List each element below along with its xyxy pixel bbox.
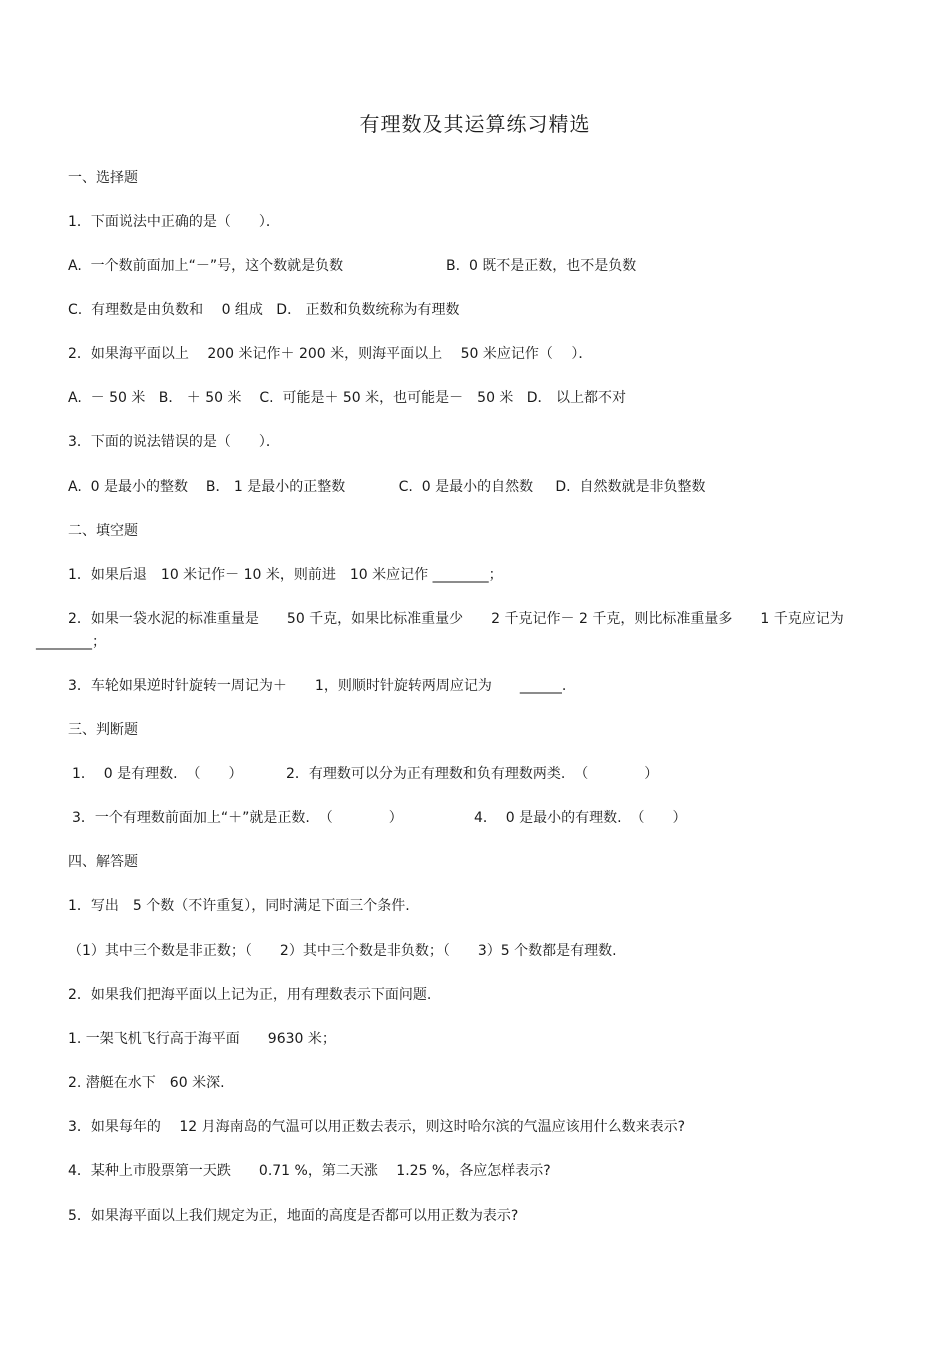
- fill-question-1: 1．如果后退 10 米记作－ 10 米，则前进 10 米应记作 ________；: [68, 567, 503, 583]
- section-heading-judge: 三、判断题: [68, 722, 138, 738]
- answer-question-1-conditions: （1）其中三个数是非正数；（ 2）其中三个数是非负数；（ 3）5 个数都是有理数.: [68, 943, 617, 959]
- answer-question-2-part-2: 2. 潜艇在水下 60 米深.: [68, 1075, 225, 1091]
- section-heading-fill: 二、填空题: [68, 523, 138, 539]
- fill-question-3: 3．车轮如果逆时针旋转一周记为＋ 1，则顺时针旋转两周应记为 ______.: [68, 678, 567, 694]
- answer-question-4: 4．某种上市股票第一天跌 0.71 %，第二天涨 1.25 %，各应怎样表示?: [68, 1163, 551, 1179]
- judge-item-3: 3．一个有理数前面加上“＋”就是正数. （ ）: [72, 810, 403, 826]
- choice-question-3-options: A. 0 是最小的整数 B． 1 是最小的正整数 C. 0 是最小的自然数 D. 自然数就是非负整数: [68, 479, 706, 495]
- choice-question-2: 2．如果海平面以上 200 米记作＋ 200 米，则海平面以上 50 米应记作（ ）．: [68, 346, 593, 362]
- fill-question-2: 2．如果一袋水泥的标准重量是 50 千克，如果比标准重量少 2 千克记作－ 2 千克，则比标准重量多 1 千克应记为: [68, 611, 844, 627]
- answer-question-2: 2．如果我们把海平面以上记为正，用有理数表示下面问题.: [68, 987, 432, 1003]
- section-heading-choice: 一、选择题: [68, 170, 138, 186]
- answer-question-3: 3．如果每年的 12 月海南岛的气温可以用正数去表示，则这时哈尔滨的气温应该用什么数来表示?: [68, 1119, 686, 1135]
- answer-question-1: 1．写出 5 个数（不许重复），同时满足下面三个条件.: [68, 898, 410, 914]
- answer-question-5: 5．如果海平面以上我们规定为正，地面的高度是否都可以用正数为表示?: [68, 1208, 519, 1224]
- choice-question-1-option-a: A. 一个数前面加上“－”号，这个数就是负数: [68, 258, 344, 274]
- judge-item-4: 4． 0 是最小的有理数. （ ）: [474, 810, 687, 826]
- section-heading-answer: 四、解答题: [68, 854, 138, 870]
- judge-item-1: 1． 0 是有理数. （ ）: [72, 766, 243, 782]
- fill-question-2-blank: ________；: [36, 634, 106, 650]
- page-title: 有理数及其运算练习精选: [359, 112, 591, 136]
- judge-item-2: 2．有理数可以分为正有理数和负有理数两类. （ ）: [286, 766, 659, 782]
- choice-question-1: 1．下面说法中正确的是（ ）．: [68, 214, 280, 230]
- choice-question-2-options: A. － 50 米 B． ＋ 50 米 C. 可能是＋ 50 米，也可能是－ 50 米 D． 以上都不对: [68, 390, 627, 406]
- choice-question-1-option-b: B. 0 既不是正数，也不是负数: [446, 258, 637, 274]
- choice-question-3: 3．下面的说法错误的是（ ）．: [68, 434, 280, 450]
- choice-question-1-options-cd: C. 有理数是由负数和 0 组成 D． 正数和负数统称为有理数: [68, 302, 460, 318]
- answer-question-2-part-1: 1. 一架飞机飞行高于海平面 9630 米；: [68, 1031, 336, 1047]
